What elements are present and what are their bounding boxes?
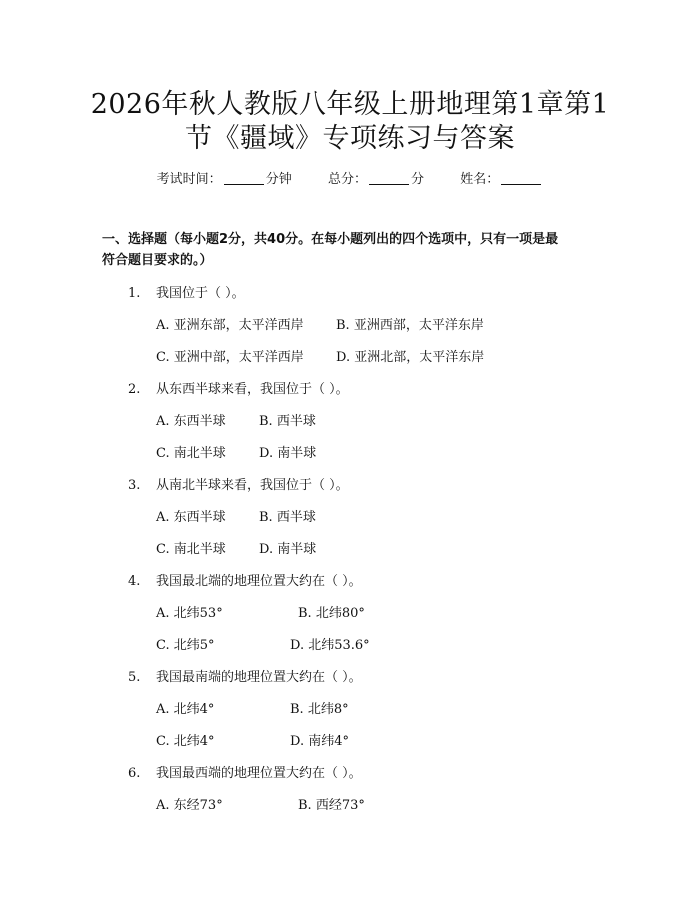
option-a: A. 东经73° — [156, 798, 223, 813]
option-c: C. 北纬5° — [156, 638, 215, 653]
option-a: A. 东西半球 — [156, 510, 226, 525]
section-heading-line-2: 符合题目要求的。） — [102, 253, 213, 268]
option-c: C. 南北半球 — [156, 446, 226, 461]
option-d: D. 亚洲北部，太平洋东岸 — [336, 350, 485, 365]
question-number: 4. — [128, 574, 141, 589]
time-blank — [224, 183, 264, 185]
option-c: C. 北纬4° — [156, 734, 215, 749]
question-number: 6. — [128, 766, 141, 781]
score-unit: 分 — [411, 172, 425, 187]
option-c: C. 亚洲中部，太平洋西岸 — [156, 350, 304, 365]
question-4 — [128, 570, 362, 589]
exam-meta — [0, 168, 700, 187]
option-a: A. 北纬53° — [156, 606, 223, 621]
question-1 — [128, 282, 245, 301]
option-b: B. 西经73° — [298, 798, 365, 813]
option-d: D. 南纬4° — [290, 734, 349, 749]
name-blank — [501, 183, 541, 185]
option-c: C. 南北半球 — [156, 542, 226, 557]
option-a: A. 东西半球 — [156, 414, 226, 429]
question-number: 1. — [128, 286, 141, 301]
question-text: 我国最北端的地理位置大约在（ ）。 — [156, 574, 362, 589]
document-title-line-1: 2026年秋人教版八年级上册地理第1章第1 — [90, 89, 610, 120]
question-2 — [128, 378, 349, 397]
question-text: 我国最南端的地理位置大约在（ ）。 — [156, 670, 362, 685]
option-b: B. 北纬8° — [290, 702, 349, 717]
score-label: 总分： — [327, 172, 367, 187]
option-b: B. 亚洲西部，太平洋东岸 — [336, 318, 484, 333]
time-unit: 分钟 — [265, 172, 292, 187]
option-a: A. 亚洲东部，太平洋西岸 — [156, 318, 304, 333]
document-title-line-2: 节《疆域》专项练习与答案 — [185, 123, 515, 154]
option-a: A. 北纬4° — [156, 702, 215, 717]
score-blank — [369, 183, 409, 185]
question-text: 从南北半球来看，我国位于（ ）。 — [156, 478, 349, 493]
question-number: 2. — [128, 382, 141, 397]
question-3 — [128, 474, 349, 493]
name-label: 姓名： — [460, 172, 500, 187]
option-b: B. 西半球 — [259, 510, 316, 525]
question-text: 我国最西端的地理位置大约在（ ）。 — [156, 766, 362, 781]
section-heading-line-1: 一、选择题（每小题2分，共40分。在每小题列出的四个选项中，只有一项是最 — [102, 232, 559, 247]
option-b: B. 北纬80° — [298, 606, 365, 621]
question-text: 我国位于（ ）。 — [156, 286, 245, 301]
option-d: D. 南半球 — [259, 446, 317, 461]
option-b: B. 西半球 — [259, 414, 316, 429]
question-number: 5. — [128, 670, 141, 685]
time-label: 考试时间： — [156, 172, 222, 187]
option-d: D. 南半球 — [259, 542, 317, 557]
question-5 — [128, 666, 362, 685]
question-6 — [128, 762, 362, 781]
question-text: 从东西半球来看，我国位于（ ）。 — [156, 382, 349, 397]
option-d: D. 北纬53.6° — [290, 638, 370, 653]
question-number: 3. — [128, 478, 141, 493]
